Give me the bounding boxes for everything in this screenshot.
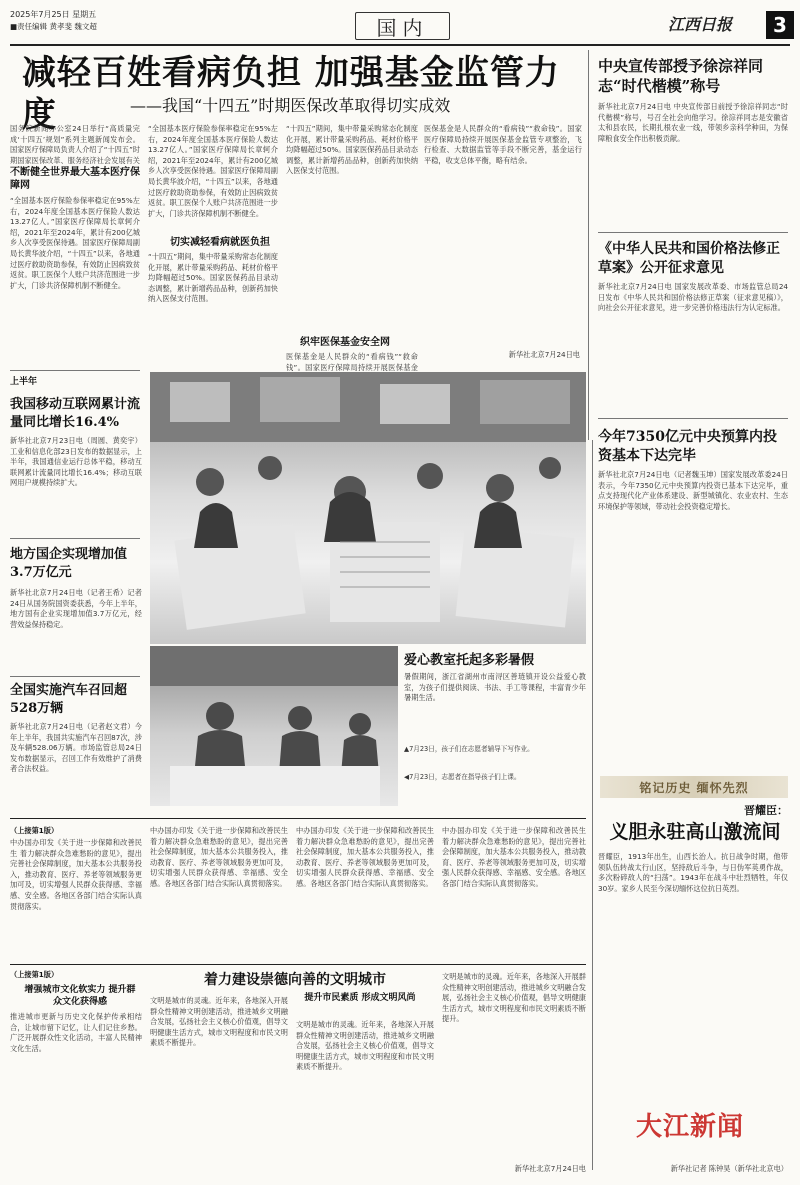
page-header xyxy=(10,8,792,44)
photo-caption-1: ▲7月23日，孩子们在志愿者辅导下写作业。 xyxy=(404,745,534,753)
photo-caption-2: ◀7月23日，志愿者在指导孩子们上课。 xyxy=(404,773,521,781)
teacher-photo-graphic xyxy=(150,646,398,806)
feature-body-2: 文明是城市的灵魂。近年来，各地深入开展群众性精神文明创建活动，推进城乡文明融合发展，弘扬社会主义核心价值观，倡导文明健康生活方式，城市文明程度和市民文明素质不断提升。 xyxy=(296,1020,434,1072)
left-news-1-title: 我国移动互联网累计流量同比增长16.4% xyxy=(10,397,141,430)
divider-left-top xyxy=(10,370,140,371)
continued-2-subhead: 增强城市文化软实力 提升群众文化获得感 xyxy=(24,985,136,1007)
lead-body-3b: 医保基金是人民群众的“看病钱”“救命钱”。国家医疗保障局持续开展医保基金 xyxy=(286,352,418,372)
lead-intro: 国务院新闻办公室24日举行“高质量完成‘十四五’规划”系列主题新闻发布会。国家医疗保障局负责人介绍了“十四五”时期国家医保改革、服务经济社会发展有关 xyxy=(10,124,140,164)
feature-title: 着力建设崇德向善的文明城市 xyxy=(204,972,386,988)
continued-2-label: （上接第1版） xyxy=(10,970,59,979)
hero-title: 义胆永驻高山激流间 xyxy=(609,821,781,843)
left-news-3-body: 新华社北京7月24日电（记者赵文君）今年上半年，我国共实施汽车召回87次，涉及车辆528.06万辆。市场监管总局24日发布数据显示，召回工作有效维护了消费者合法权益。 xyxy=(10,722,142,774)
memorial-banner: 铭记历史 缅怀先烈 xyxy=(600,776,788,798)
lead-title: 减轻百姓看病负担 加强基金监管力度 xyxy=(22,53,560,135)
continued-body-1: 中办国办印发《关于进一步保障和改善民生 着力解决群众急难愁盼的意见》，提出完善社会保障制度，加大基本公共服务投入，推动教育、医疗、养老等领域服务更加可及，切实增强人民群众获得感、幸福感、安全感。各地区各部门结合实际认真贯彻落实。 xyxy=(10,838,142,911)
divider-r2 xyxy=(598,418,788,419)
mid-rule xyxy=(10,818,586,819)
classroom-photo-secondary xyxy=(150,646,398,806)
divider-left-2 xyxy=(10,676,140,677)
header-rule xyxy=(10,44,790,46)
classroom-photo-graphic xyxy=(150,372,586,644)
feature-body-1: 文明是城市的灵魂。近年来，各地深入开展群众性精神文明创建活动，推进城乡文明融合发展，弘扬社会主义核心价值观，倡导文明健康生活方式，城市文明程度和市民文明素质不断提升。 xyxy=(150,996,288,1048)
right-story-1-title: 中央宣传部授予徐淙祥同志“时代楷模”称号 xyxy=(598,57,764,95)
feature-credit: 新华社北京7月24日电 xyxy=(514,1164,586,1173)
feature-subhead: 提升市民素质 形成文明风尚 xyxy=(304,993,416,1003)
editor-line: ■责任编辑 黄孝斐 魏文超 xyxy=(10,22,97,31)
right-story-1-body: 新华社北京7月24日电 中央宣传部日前授予徐淙祥同志“时代楷模”称号，号召全社会向他学习。徐淙祥同志是安徽省太和县农民，长期扎根农业一线，带领乡亲科学种田，为保障粮食安全作出积极贡献。 xyxy=(598,102,788,143)
masthead-logo: 江西日报 xyxy=(668,15,733,34)
hero-body: 晋耀臣，1913年出生，山西长治人。抗日战争时期，他带领队伍转战太行山区，坚持敌后斗争，与日伪军英勇作战，多次粉碎敌人的“扫荡”。1943年在战斗中壮烈牺牲，年仅30岁。家乡人民至今深切缅怀这位抗日英烈。 xyxy=(598,852,788,893)
section-label: 国内 xyxy=(355,12,450,40)
lead-body-3a: “十四五”期间，集中带量采购常态化制度化开展，累计带量采购药品、耗材价格平均降幅超过50%。国家医保药品目录动态调整，累计新增药品品种，创新药加快纳入医保支付范围。 xyxy=(286,124,418,176)
continued-body-4: 中办国办印发《关于进一步保障和改善民生 着力解决群众急难愁盼的意见》，提出完善社会保障制度，加大基本公共服务投入，推动教育、医疗、养老等领域服务更加可及，切实增强人民群众获得感、幸福感、安全感。各地区各部门结合实际认真贯彻落实。 xyxy=(442,826,586,888)
lower-rule xyxy=(10,964,586,965)
photo-feature-title: 爱心教室托起多彩暑假 xyxy=(404,653,535,668)
lead-subtitle: ——我国“十四五”时期医保改革取得切实成效 xyxy=(130,96,451,115)
lead-body-1: “全国基本医疗保险参保率稳定在95%左右，2024年度全国基本医疗保险人数达13.27亿人。”国家医疗保障局长章轲介绍，2021年至2024年，累计有200亿城乡人次享受医保待遇。国家医疗保障局副局长黄华波介绍，“十四五”以来，各地通过医疗救助资助参保，有效防止因病致贫返贫。职工医保个人账户共济范围进一步扩大，门诊共济保障机制不断健全。 xyxy=(10,196,140,290)
col-divider-right xyxy=(592,440,593,1170)
left-news-3-title: 全国实施汽车召回超528万辆 xyxy=(10,683,128,716)
continued-label: （上接第1版） xyxy=(10,826,59,835)
hero-kicker: 晋耀臣： xyxy=(744,804,788,817)
right-story-3-body: 新华社北京7月24日电（记者魏玉坤）国家发展改革委24日表示，今年7350亿元中央预算内投资已基本下达完毕，重点支持现代化产业体系建设、新型城镇化、农业农村、生态环境保护等领域，带动社会投资稳定增长。 xyxy=(598,470,788,511)
classroom-photo-main xyxy=(150,372,586,644)
right-story-2-body: 新华社北京7月24日电 国家发展改革委、市场监管总局24日发布《中华人民共和国价格法修正草案（征求意见稿）》，向社会公开征求意见，进一步完善价格违法行为认定标准。 xyxy=(598,282,788,313)
half-year-label: 上半年 xyxy=(10,377,38,387)
feature-body-3: 文明是城市的灵魂。近年来，各地深入开展群众性精神文明创建活动，推进城乡文明融合发展，弘扬社会主义核心价值观，倡导文明健康生活方式，城市文明程度和市民文明素质不断提升。 xyxy=(442,972,586,1024)
right-story-3-title: 今年7350亿元中央预算内投资基本下达完毕 xyxy=(598,429,777,464)
lead-subhead-2: 切实减轻看病就医负担 xyxy=(170,237,270,248)
left-news-1-body: 新华社北京7月23日电（周圆、黄奕宇）工业和信息化部23日发布的数据显示，上半年，我国通信业运行总体平稳，移动互联网累计流量同比增长16.4%；移动互联网用户规模持续扩大。 xyxy=(10,436,142,488)
lead-subhead-3: 织牢医保基金安全网 xyxy=(300,337,390,348)
continued-body-2: 中办国办印发《关于进一步保障和改善民生 着力解决群众急难愁盼的意见》，提出完善社会保障制度，加大基本公共服务投入，推动教育、医疗、养老等领域服务更加可及，切实增强人民群众获得感、幸福感、安全感。各地区各部门结合实际认真贯彻落实。 xyxy=(150,826,288,888)
lead-body-4: 医保基金是人民群众的“看病钱”“救命钱”。国家医疗保障局持续开展医保基金监管专项整治，飞行检查、大数据监管等手段不断完善，基金运行平稳，收支总体平衡，略有结余。 xyxy=(424,124,582,165)
lead-subhead-1: 不断健全世界最大基本医疗保障网 xyxy=(10,167,140,191)
right-story-2-title: 《中华人民共和国价格法修正草案》公开征求意见 xyxy=(598,241,780,276)
col-divider-main xyxy=(588,50,589,440)
dajiang-news-watermark: 大江新闻 xyxy=(636,1111,745,1142)
left-news-2-body: 新华社北京7月24日电（记者王希）记者24日从国务院国资委获悉，今年上半年，地方国有企业实现增加值3.7万亿元，经营效益保持稳定。 xyxy=(10,588,142,629)
lead-credit: 新华社北京7月24日电 xyxy=(508,350,580,359)
issue-date: 2025年7月25日 星期五 xyxy=(10,10,97,19)
left-news-2-title: 地方国企实现增加值3.7万亿元 xyxy=(10,547,128,580)
lead-body-2a: “全国基本医疗保险参保率稳定在95%左右，2024年度全国基本医疗保险人数达13.27亿人。”国家医疗保障局长章轲介绍，2021年至2024年，累计有200亿城乡人次享受医保待遇。国家医疗保障局副局长黄华波介绍，“十四五”以来，各地通过医疗救助资助参保，有效防止因病致贫返贫。职工医保个人账户共济范围进一步扩大，门诊共济保障机制不断健全。 xyxy=(148,124,278,218)
continued-body-3: 中办国办印发《关于进一步保障和改善民生 着力解决群众急难愁盼的意见》，提出完善社会保障制度，加大基本公共服务投入，推动教育、医疗、养老等领域服务更加可及，切实增强人民群众获得感、幸福感、安全感。各地区各部门结合实际认真贯彻落实。 xyxy=(296,826,434,888)
divider-left-1 xyxy=(10,538,140,539)
lead-body-2: “十四五”期间，集中带量采购常态化制度化开展，累计带量采购药品、耗材价格平均降幅超过50%。国家医保药品目录动态调整，累计新增药品品种，创新药加快纳入医保支付范围。 xyxy=(148,252,278,304)
divider-r1 xyxy=(598,232,788,233)
page-number: 3 xyxy=(766,11,794,39)
photo-feature-text: 暑假期间，浙江省湖州市南浔区善琏镇开设公益爱心教室，为孩子们提供阅读、书法、手工等课程，丰富青少年暑期生活。 xyxy=(404,672,586,703)
hero-credit: 新华社记者 陈钟昊（新华社北京电） xyxy=(670,1164,788,1173)
continued-2-body: 推进城市更新与历史文化保护传承相结合，让城市留下记忆，让人们记住乡愁。广泛开展群众性文化活动，丰富人民精神文化生活。 xyxy=(10,1012,142,1053)
